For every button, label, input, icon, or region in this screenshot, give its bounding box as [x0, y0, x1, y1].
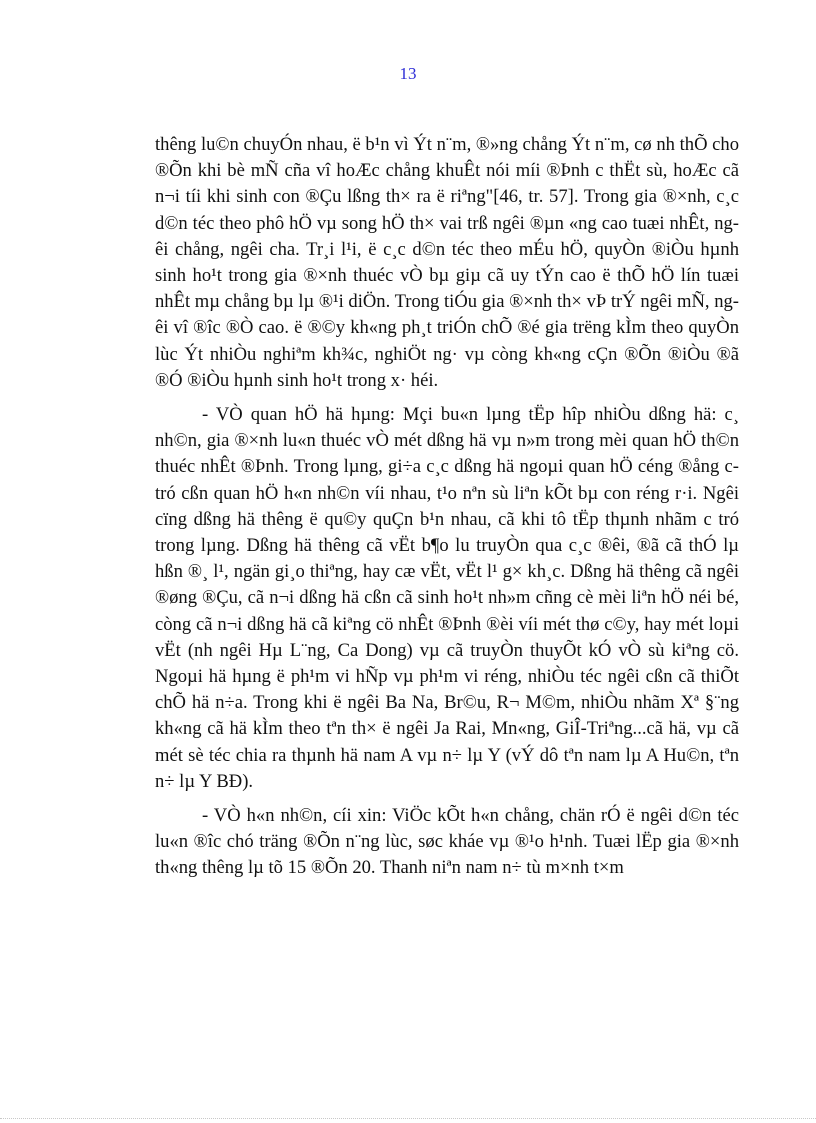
page-number: 13 [399, 64, 417, 83]
body-text [155, 132, 739, 890]
page-bottom-divider [0, 1118, 816, 1119]
paragraph-kinship-relations: - VÒ quan hÖ hä hµng: Mçi bu«n lµng tËp hîp nhiÒu dßng hä: c¸ nh©n, gia ®×nh lu«n thuéc vÒ mét dßng hä vµ n»m trong mèi quan hÖ th©n thuéc nhÊt ®Þnh. Trong lµng, gi÷a c¸c dßng hä ngoµi quan hÖ céng ®ång c tró cßn quan hÖ h«n nh©n víi nhau, t¹o nªn sù liªn kÕt bµ con réng r·i. Ngêi cïng dßng hä thêng ë qu©y quÇn b¹n nhau, cã khi tô tËp thµnh nhãm c tró trong lµng. Dßng hä thêng cã vËt b¶o lu truyÒn qua c¸c ®êi, ®ã cã thÓ lµ hßn ®¸ l¹, ngän gi¸o thiªng, hay cæ vËt, vËt l¹ g× kh¸c. Dßng hä thêng cã ngêi ®øng ®Çu, cã n¬i dßng hä cßn cã sinh ho¹t nh»m cñng cè mèi liªn hÖ néi bé, còng cã n¬i dßng hä cã kiªng cö nhÊt ®Þnh ®èi víi mét thø c©y, hay mét loµi vËt (nh ngêi Hµ L¨ng, Ca Dong) vµ cã truyÒn thuyÕt kÓ vÒ sù kiªng cö. Ngoµi hä hµng ë ph¹m vi hÑp vµ ph¹m vi réng, nhiÒu téc ngêi cßn cã thiÕt chÕ hä n÷a. Trong khi ë ngêi Ba Na, Br©u, R¬ M©m, nhiÒu nhãm Xª §¨ng kh«ng cã hä kÌm theo tªn th× ë ngêi Ja Rai, Mn«ng, GiÎ-Triªng...cã hä, vµ cã mét sè téc chia ra thµnh hä nam A vµ n÷ lµ Y (vÝ dô tªn nam lµ A Hu©n, tªn n÷ lµ Y BĐ). [155, 404, 739, 792]
paragraph-marriage-customs: - VÒ h«n nh©n, cíi xin: ViÖc kÕt h«n chång, chän rÓ ë ngêi d©n téc lu«n ®îc chó träng ®Õn n¨ng lùc, søc kháe vµ ®¹o h¹nh. Tuæi lËp gia ®×nh th«ng thêng lµ tõ 15 ®Õn 20. Thanh niªn nam n÷ tù m×nh t×m [155, 805, 739, 879]
paragraph-household-roles: thêng lu©n chuyÓn nhau, ë b¹n vì Ýt n¨m, ®»ng chång Ýt n¨m, cø nh thÕ cho ®Õn khi bè mÑ cña vî hoÆc chång khuÊt nói míi ®Þnh c thËt sù, hoÆc cã n¬i tíi khi sinh con ®Çu lßng th× ra ë riªng"[46, tr. 57]. Trong gia ®×nh, c¸c d©n téc theo phô hÖ vµ song hÖ th× vai trß ngêi ®µn «ng cao tuæi nhÊt, ngêi chång, ngêi cha. Tr¸i l¹i, ë c¸c d©n téc theo mÉu hÖ, quyÒn ®iÒu hµnh sinh ho¹t trong gia ®×nh thuéc vÒ bµ giµ cã uy tÝn cao ë thÕ hÖ lín tuæi nhÊt mµ chång bµ lµ ®¹i diÖn. Trong tiÓu gia ®×nh th× vÞ trÝ ngêi mÑ, ngêi vî ®îc ®Ò cao. ë ®©y kh«ng ph¸t triÓn chÕ ®é gia trëng kÌm theo quyÒn lùc Ýt nhiÒu nghiªm kh¾c, nghiÖt ng· vµ còng kh«ng cÇn ®Õn ®iÒu ®ã ®Ó ®iÒu hµnh sinh ho¹t trong x· héi. [155, 134, 739, 391]
